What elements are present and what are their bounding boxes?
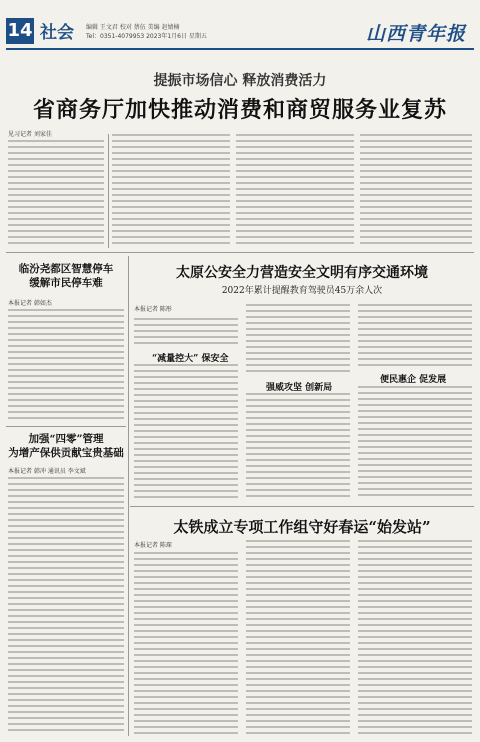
- story2-subhead: 2022年累计提醒教育驾驶员45万余人次: [221, 286, 383, 296]
- story2-subhead-3: 便民惠企 促发展: [380, 375, 447, 385]
- lead-column-4: [360, 134, 472, 248]
- story2-col1b: [134, 364, 238, 500]
- story3-byline: 本报记者 陈琛: [134, 542, 172, 549]
- story2-headline: 太原公安全力营造安全文明有序交通环境: [176, 265, 428, 281]
- editor-credits: 编辑 王文君 校对 蔡伍 美编 赵婧楠: [86, 24, 180, 31]
- story2-col2b: [246, 393, 350, 500]
- sidebar2-body: [8, 477, 124, 735]
- story3-col1: [134, 552, 238, 734]
- section-divider: [6, 252, 474, 253]
- story2-subhead-2: 强威攻坚 创新局: [266, 383, 333, 393]
- sidebar1-title-line2: 缓解市民停车难: [29, 277, 103, 289]
- page-number: 14: [6, 18, 34, 44]
- story3-col2: [246, 540, 350, 734]
- section-title: 社会: [40, 23, 74, 43]
- story3-headline: 太铁成立专项工作组守好春运“始发站”: [173, 518, 431, 536]
- lead-column-2: [112, 134, 230, 248]
- lead-headline: 省商务厅加快推动消费和商贸服务业复苏: [32, 97, 447, 123]
- masthead: [6, 18, 474, 48]
- story2-col1a: [134, 318, 238, 348]
- sidebar2-title-line2: 为增产保供贡献宝贵基础: [8, 447, 124, 459]
- lead-column-3: [236, 134, 354, 248]
- story2-byline: 本报记者 陈彤: [134, 306, 172, 313]
- story2-col3a: [358, 304, 472, 366]
- lead-byline: 见习记者 刘家佳: [8, 131, 52, 138]
- sidebar2-title-line1: 加强“四零”管理: [28, 433, 104, 445]
- newspaper-logo: 山西青年报: [365, 23, 466, 45]
- column-divider: [108, 134, 109, 248]
- sidebar2-title: [8, 432, 124, 460]
- story2-col2a: [246, 304, 350, 374]
- story2-subhead-1: “减量控大” 保安全: [152, 354, 229, 364]
- sidebar1-title-line1: 临汾尧都区智慧停车: [18, 263, 114, 275]
- sidebar1-title: [8, 262, 124, 290]
- sidebar1-byline: 本报记者 韩如杰: [8, 300, 52, 307]
- story3-col3: [358, 540, 472, 734]
- lead-column-1: [8, 140, 104, 248]
- masthead-rule: [6, 48, 474, 50]
- sidebar1-body: [8, 309, 124, 421]
- contact-date: Tel：0351-4079953 2023年1月6日 星期五: [86, 33, 207, 40]
- lead-kicker: 提振市场信心 释放消费活力: [153, 73, 327, 89]
- sidebar-divider: [6, 426, 126, 427]
- story2-col3b: [358, 386, 472, 500]
- sidebar2-byline: 本报记者 韩冲 通讯员 李文斌: [8, 468, 86, 475]
- sidebar-column-divider: [128, 256, 129, 736]
- story-divider: [130, 506, 474, 507]
